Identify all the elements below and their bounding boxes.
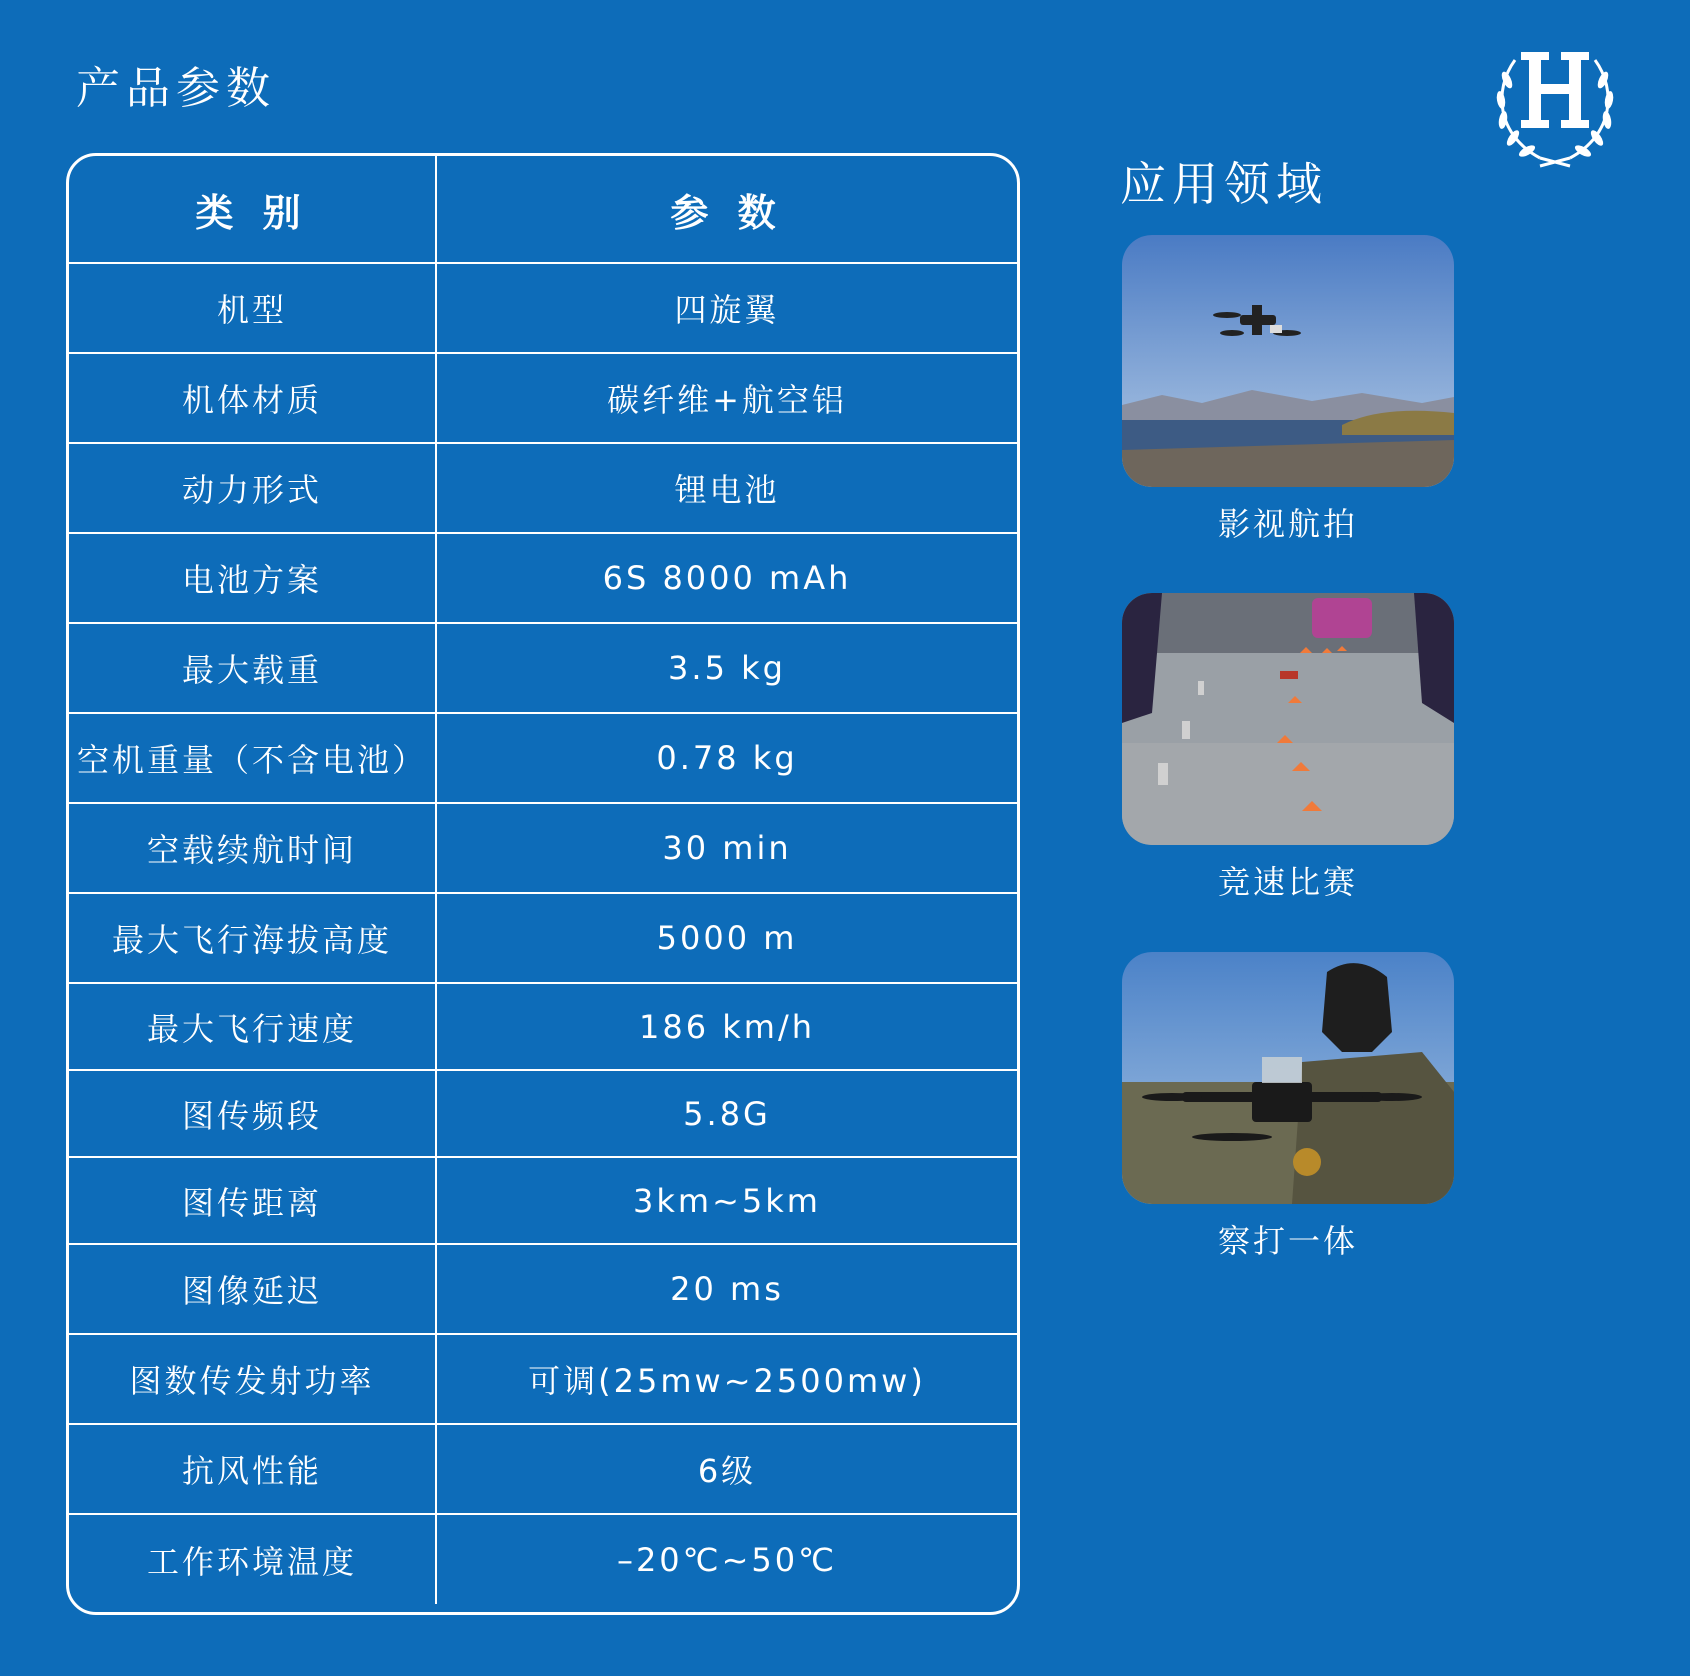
row-category: 最大飞行速度 — [69, 984, 437, 1069]
row-value: 可调(25mw~2500mw) — [528, 1362, 926, 1400]
spec-table — [66, 153, 1020, 1615]
table-row — [69, 804, 1017, 894]
table-row — [69, 534, 1017, 624]
row-value: 碳纤维+航空铝 — [607, 381, 847, 419]
row-category: 图传距离 — [69, 1158, 437, 1243]
table-row — [69, 1425, 1017, 1515]
table-row — [69, 444, 1017, 534]
row-category: 动力形式 — [69, 444, 437, 532]
row-category: 图像延迟 — [69, 1245, 437, 1333]
row-value: 186 km/h — [638, 1007, 815, 1046]
application-card-racing — [1122, 593, 1454, 903]
row-value: 0.78 kg — [656, 739, 798, 777]
photo-recon-strike — [1122, 952, 1454, 1204]
row-value: 6S 8000 mAh — [602, 559, 852, 597]
row-category: 机型 — [69, 264, 437, 352]
row-value: 30 min — [662, 829, 792, 867]
photo-aerial-filming — [1122, 235, 1454, 487]
table-row — [69, 1245, 1017, 1335]
table-row — [69, 894, 1017, 984]
table-row — [69, 714, 1017, 804]
table-header-row — [69, 156, 1017, 264]
row-value: 3km~5km — [633, 1181, 821, 1220]
row-category: 空机重量（不含电池） — [69, 714, 437, 802]
table-row — [69, 624, 1017, 714]
row-value: 3.5 kg — [668, 649, 786, 687]
row-category: 工作环境温度 — [69, 1515, 437, 1604]
application-card-strike — [1122, 952, 1454, 1262]
row-value: 5000 m — [656, 919, 798, 957]
row-category: 机体材质 — [69, 354, 437, 442]
row-category: 抗风性能 — [69, 1425, 437, 1513]
row-category: 图数传发射功率 — [69, 1335, 437, 1423]
row-value: 锂电池 — [674, 471, 780, 509]
row-value: 6级 — [697, 1452, 757, 1490]
table-row — [69, 354, 1017, 444]
table-row — [69, 1158, 1017, 1245]
header-parameter: 参 数 — [670, 190, 784, 235]
row-value: 5.8G — [683, 1094, 771, 1133]
table-row — [69, 984, 1017, 1071]
table-row — [69, 1515, 1017, 1604]
row-category: 最大载重 — [69, 624, 437, 712]
row-category: 图传频段 — [69, 1071, 437, 1156]
application-label: 竞速比赛 — [1217, 863, 1358, 901]
photo-drone-racing — [1122, 593, 1454, 845]
header-category: 类 别 — [69, 156, 437, 262]
table-row — [69, 1335, 1017, 1425]
row-value: 20 ms — [670, 1270, 784, 1308]
application-card-film — [1122, 235, 1454, 545]
row-value: 四旋翼 — [674, 291, 780, 329]
applications-title: 应用领域 — [1120, 157, 1328, 211]
application-label: 影视航拍 — [1217, 505, 1358, 543]
laurel-logo-icon — [1485, 40, 1625, 170]
application-label: 察打一体 — [1217, 1222, 1358, 1260]
row-value: –20℃~50℃ — [616, 1540, 838, 1579]
row-category: 空载续航时间 — [69, 804, 437, 892]
table-row — [69, 264, 1017, 354]
table-row — [69, 1071, 1017, 1158]
row-category: 最大飞行海拔高度 — [69, 894, 437, 982]
row-category: 电池方案 — [69, 534, 437, 622]
brand-logo — [1485, 40, 1625, 170]
page-title: 产品参数 — [76, 63, 276, 114]
